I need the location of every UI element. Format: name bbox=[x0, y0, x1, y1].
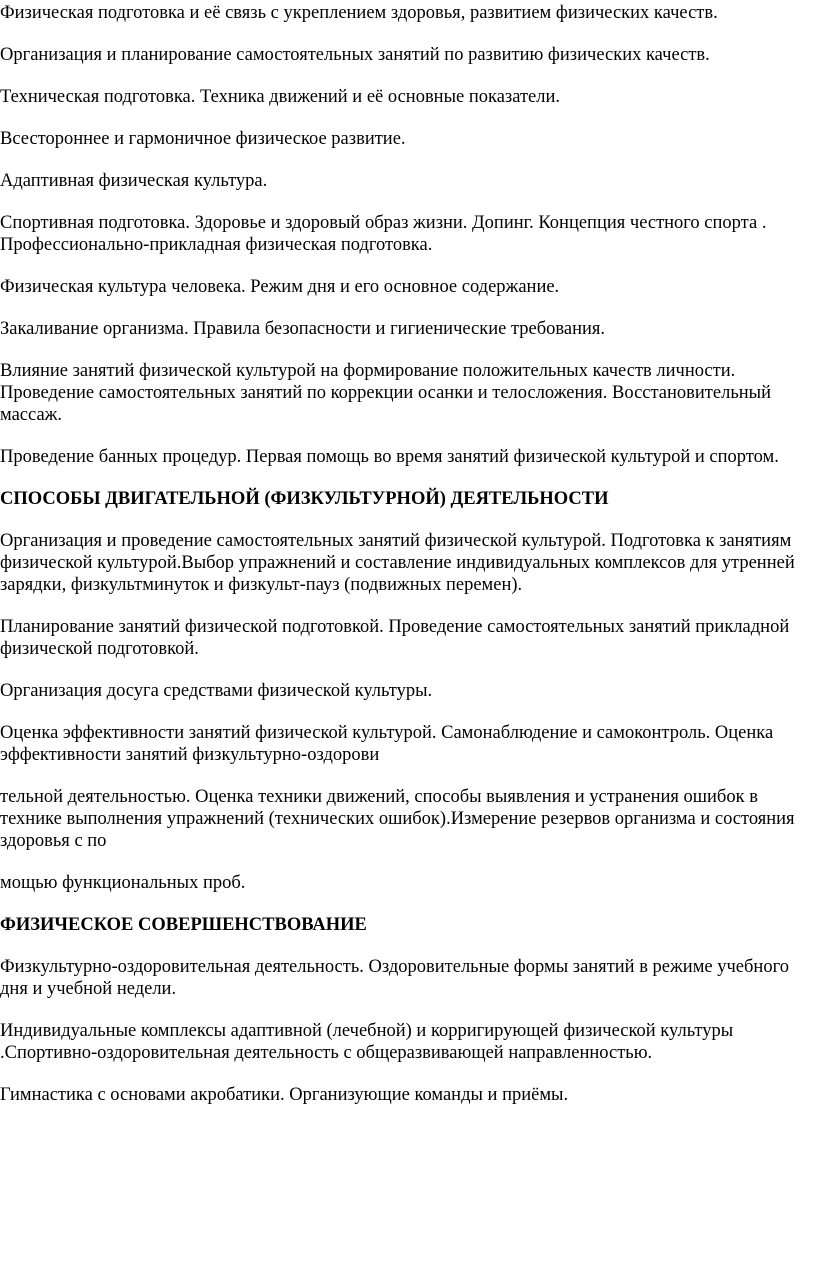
paragraph: Гимнастика с основами акробатики. Организующие команды и приёмы. bbox=[0, 1085, 569, 1105]
paragraph: Планирование занятий физической подготовкой. Проведение самостоятельных занятий прикладной физической подготовкой. bbox=[0, 617, 790, 659]
paragraph: Влияние занятий физической культурой на формирование положительных качеств личности. Проведение самостоятельных занятий по коррекции осанки и телосложения. Восстановительный массаж. bbox=[0, 361, 772, 425]
paragraph: Оценка эффективности занятий физической культурой. Самонаблюдение и самоконтроль. Оценка эффективности занятий физкультурно-оздорови bbox=[0, 723, 774, 765]
section-heading: СПОСОБЫ ДВИГАТЕЛЬНОЙ (ФИЗКУЛЬТУРНОЙ) ДЕЯТЕЛЬНОСТИ bbox=[0, 489, 609, 509]
paragraph: Закаливание организма. Правила безопасности и гигиенические требования. bbox=[0, 319, 606, 339]
paragraph: Проведение банных процедур. Первая помощь во время занятий физической культурой и спортом. bbox=[0, 447, 779, 467]
paragraph: Спортивная подготовка. Здоровье и здоровый образ жизни. Допинг. Концепция честного спорта . Профессионально-прикладная физическая подготовка. bbox=[0, 213, 767, 255]
paragraph: Адаптивная физическая культура. bbox=[0, 171, 268, 191]
section-heading: ФИЗИЧЕСКОЕ СОВЕРШЕНСТВОВАНИЕ bbox=[0, 915, 367, 935]
paragraph: Физическая подготовка и её связь с укреплением здоровья, развитием физических качеств. bbox=[0, 3, 718, 23]
paragraph: мощью функциональных проб. bbox=[0, 873, 246, 893]
paragraph: Организация и планирование самостоятельных занятий по развитию физических качеств. bbox=[0, 45, 710, 65]
paragraph: Физическая культура человека. Режим дня и его основное содержание. bbox=[0, 277, 560, 297]
paragraph: Организация и проведение самостоятельных занятий физической культурой. Подготовка к занятиям физической культурой.Выбор упражнений и составление индивидуальных комплексов для утренней зарядки, физкультминуток и физкульт-пауз (подвижных перемен). bbox=[0, 531, 795, 595]
paragraph: Организация досуга средствами физической культуры. bbox=[0, 681, 433, 701]
paragraph: Физкультурно-оздоровительная деятельность. Оздоровительные формы занятий в режиме учебного дня и учебной недели. bbox=[0, 957, 789, 999]
paragraph: Индивидуальные комплексы адаптивной (лечебной) и корригирующей физической культуры .Спортивно-оздоровительная деятельность с общеразвивающей направленностью. bbox=[0, 1021, 734, 1063]
paragraph: тельной деятельностью. Оценка техники движений, способы выявления и устранения ошибок в технике выполнения упражнений (технических ошибок).Измерение резервов организма и состояния здоровья с по bbox=[0, 787, 795, 851]
paragraph: Техническая подготовка. Техника движений и её основные показатели. bbox=[0, 87, 561, 107]
paragraph: Всестороннее и гармоничное физическое развитие. bbox=[0, 129, 406, 149]
